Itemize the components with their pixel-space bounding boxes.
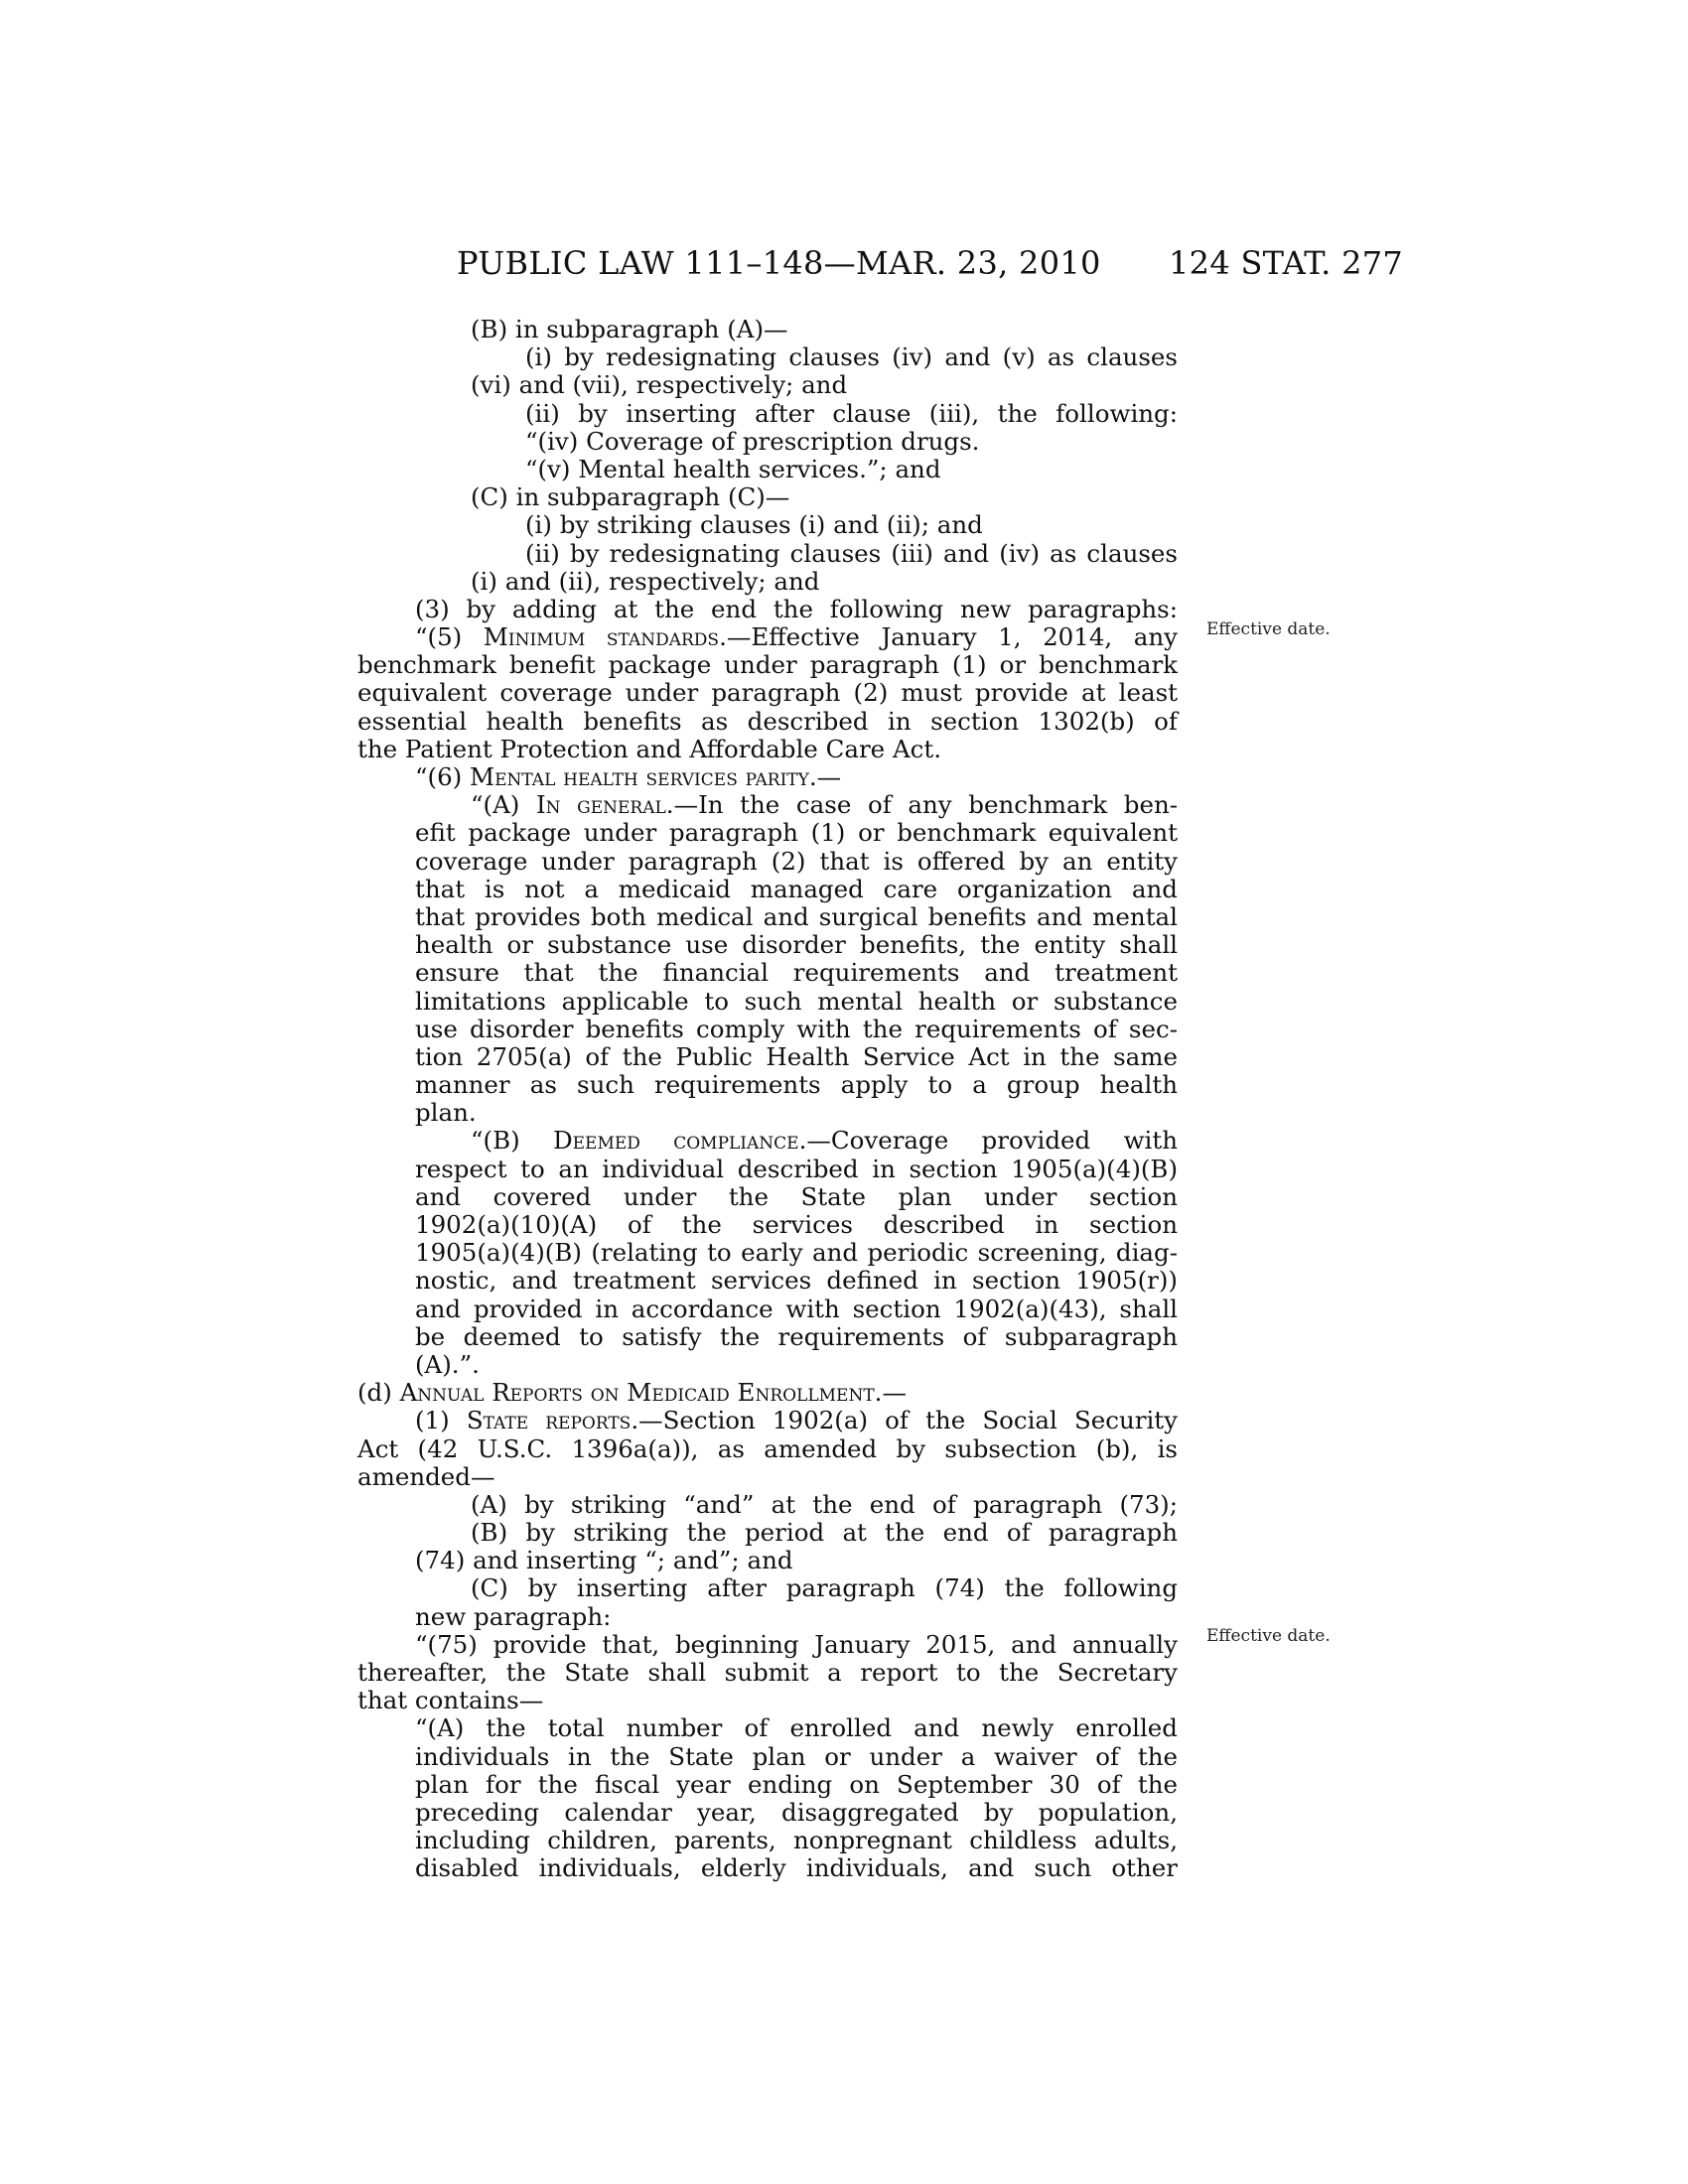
text-run: and covered under the State plan under section xyxy=(415,1181,1178,1211)
text-run: use disorder benefits comply with the requirements of sec- xyxy=(415,1014,1178,1043)
running-header-title: PUBLIC LAW 111–148—MAR. 23, 2010 xyxy=(457,244,1101,282)
text-run: “(B) xyxy=(471,1126,553,1156)
text-run: “(A) the total number of enrolled and newly enrolled xyxy=(415,1713,1178,1743)
text-line xyxy=(357,651,1178,679)
text-line xyxy=(357,568,1178,596)
text-line xyxy=(357,848,1178,876)
text-run: (d) xyxy=(357,1378,400,1408)
heading-smallcaps: Deemed compliance xyxy=(552,1126,799,1156)
text-line xyxy=(357,736,1178,763)
text-run: (B) in subparagraph (A)— xyxy=(471,315,788,343)
text-run: the Patient Protection and Affordable Care Act. xyxy=(357,734,941,763)
text-run: amended— xyxy=(357,1461,495,1491)
text-line xyxy=(357,1435,1178,1463)
text-line xyxy=(357,1659,1178,1687)
text-line xyxy=(357,1687,1178,1714)
text-line xyxy=(357,343,1178,371)
text-run: plan for the fiscal year ending on September 30 of the xyxy=(415,1769,1178,1799)
text-run: coverage under paragraph (2) that is offered by an entity xyxy=(415,846,1178,876)
text-line xyxy=(357,1323,1178,1351)
text-line xyxy=(357,1827,1178,1854)
text-run: disabled individuals, elderly individuals, and such other xyxy=(415,1853,1178,1883)
text-run: “(iv) Coverage of prescription drugs. xyxy=(525,426,980,456)
heading-smallcaps: Minimum standards xyxy=(483,622,720,652)
text-line xyxy=(357,1267,1178,1295)
text-run: .—In the case of any benchmark ben- xyxy=(665,790,1178,820)
text-run: 1902(a)(10)(A) of the services described in section xyxy=(415,1210,1178,1239)
text-run: (B) by striking the period at the end of paragraph xyxy=(471,1518,1178,1548)
text-run: “(A) xyxy=(471,790,536,820)
text-line xyxy=(357,623,1178,651)
text-run: .—Effective January 1, 2014, any xyxy=(719,622,1178,652)
text-line xyxy=(357,483,1178,511)
text-line xyxy=(357,1071,1178,1099)
text-run: (C) by inserting after paragraph (74) the following xyxy=(471,1573,1178,1603)
text-run: (i) by striking clauses (i) and (ii); and xyxy=(525,510,983,540)
text-run: 1905(a)(4)(B) (relating to early and periodic screening, diag- xyxy=(415,1238,1178,1268)
text-run: Act (42 U.S.C. 1396a(a)), as amended by subsection (b), is xyxy=(357,1433,1178,1463)
text-line xyxy=(357,596,1178,623)
text-run: manner as such requirements apply to a group health xyxy=(415,1070,1178,1100)
text-run: .—Coverage provided with xyxy=(798,1126,1178,1156)
text-line xyxy=(357,959,1178,987)
text-line xyxy=(357,1407,1178,1434)
text-run: individuals in the State plan or under a waiver of the xyxy=(415,1741,1178,1771)
text-line xyxy=(357,1099,1178,1127)
heading-smallcaps: State reports xyxy=(466,1406,632,1435)
text-run: “(5) xyxy=(415,622,484,652)
text-run: nostic, and treatment services defined in section 1905(r)) xyxy=(415,1266,1178,1296)
text-line xyxy=(357,371,1178,399)
text-line xyxy=(357,1743,1178,1771)
text-run: thereafter, the State shall submit a report to the Secretary xyxy=(357,1658,1178,1687)
text-line xyxy=(357,1603,1178,1631)
text-line xyxy=(357,316,1178,343)
text-line xyxy=(357,763,1178,791)
text-run: (74) and inserting “; and”; and xyxy=(415,1546,793,1575)
text-run: benchmark benefit package under paragraph (1) or benchmark xyxy=(357,650,1178,680)
text-run: (C) in subparagraph (C)— xyxy=(471,482,790,512)
text-run: (i) and (ii), respectively; and xyxy=(471,566,820,596)
text-run: plan. xyxy=(415,1098,477,1128)
text-run: (i) by redesignating clauses (iv) and (v) as clauses xyxy=(525,342,1178,372)
text-line xyxy=(357,1156,1178,1183)
heading-smallcaps: Annual Reports on Medicaid Enrollment xyxy=(399,1378,875,1408)
text-run: .—Section 1902(a) of the Social Security xyxy=(631,1406,1178,1435)
text-run: be deemed to satisfy the requirements of subparagraph xyxy=(415,1321,1178,1351)
text-run: “(6) xyxy=(415,762,471,791)
text-run: .— xyxy=(874,1378,907,1408)
text-line xyxy=(357,1211,1178,1239)
text-line xyxy=(357,1127,1178,1155)
text-line xyxy=(357,1183,1178,1211)
text-run: (ii) by redesignating clauses (iii) and (iv) as clauses xyxy=(525,538,1178,568)
text-line xyxy=(357,876,1178,903)
heading-smallcaps: Mental health services parity xyxy=(470,762,809,791)
text-line xyxy=(357,708,1178,736)
text-line xyxy=(357,1491,1178,1519)
text-run: limitations applicable to such mental health or substance xyxy=(415,986,1178,1016)
text-run: that is not a medicaid managed care organization and xyxy=(415,874,1178,903)
text-run: tion 2705(a) of the Public Health Service Act in the same xyxy=(415,1041,1178,1071)
text-run: (1) xyxy=(415,1406,467,1435)
text-run: including children, parents, nonpregnant childless adults, xyxy=(415,1826,1178,1855)
text-run: .— xyxy=(808,762,842,791)
text-line xyxy=(357,1771,1178,1799)
text-line xyxy=(357,903,1178,931)
text-run: “(75) provide that, beginning January 2015, and annually xyxy=(415,1629,1178,1659)
margin-note-effective-date: Effective date. xyxy=(1206,1626,1331,1646)
text-run: (vi) and (vii), respectively; and xyxy=(471,370,848,400)
text-line xyxy=(357,1016,1178,1043)
text-line xyxy=(357,1631,1178,1659)
text-run: respect to an individual described in section 1905(a)(4)(B) xyxy=(415,1154,1178,1183)
text-line xyxy=(357,1574,1178,1602)
text-line xyxy=(357,1239,1178,1267)
text-run: (ii) by inserting after clause (iii), the following: xyxy=(525,398,1178,428)
text-line xyxy=(357,819,1178,847)
text-run: “(v) Mental health services.”; and xyxy=(525,454,941,483)
text-line xyxy=(357,456,1178,483)
running-header-stat-page: 124 STAT. 277 xyxy=(1169,244,1404,282)
text-run: (A).”. xyxy=(415,1349,480,1379)
text-line xyxy=(357,1296,1178,1323)
text-line xyxy=(357,540,1178,568)
text-line xyxy=(357,988,1178,1016)
text-run: (A) by striking “and” at the end of paragraph (73); xyxy=(471,1489,1178,1519)
text-run: health or substance use disorder benefits, the entity shall xyxy=(415,930,1178,960)
text-line xyxy=(357,511,1178,539)
text-run: equivalent coverage under paragraph (2) must provide at least xyxy=(357,678,1178,708)
text-run: ensure that the financial requirements and treatment xyxy=(415,958,1178,988)
text-run: efit package under paragraph (1) or benchmark equivalent xyxy=(415,818,1178,848)
text-run: that provides both medical and surgical benefits and mental xyxy=(415,901,1178,931)
text-line xyxy=(357,1714,1178,1742)
heading-smallcaps: In general xyxy=(535,790,666,820)
text-run: essential health benefits as described in section 1302(b) of xyxy=(357,706,1178,736)
text-line xyxy=(357,1351,1178,1379)
text-run: new paragraph: xyxy=(415,1601,612,1631)
document-body xyxy=(357,316,1178,1883)
text-run: (3) by adding at the end the following new paragraphs: xyxy=(415,594,1178,623)
text-line xyxy=(357,1799,1178,1827)
text-run: that contains— xyxy=(357,1686,544,1715)
text-line xyxy=(357,679,1178,707)
text-line xyxy=(357,1043,1178,1071)
text-line xyxy=(357,931,1178,959)
text-line xyxy=(357,400,1178,428)
text-line xyxy=(357,1379,1178,1407)
text-run: preceding calendar year, disaggregated by population, xyxy=(415,1797,1178,1827)
margin-note-effective-date: Effective date. xyxy=(1206,619,1331,639)
text-line xyxy=(357,1519,1178,1547)
text-run: and provided in accordance with section 1902(a)(43), shall xyxy=(415,1294,1178,1323)
text-line xyxy=(357,1463,1178,1491)
text-line xyxy=(357,1547,1178,1574)
text-line xyxy=(357,791,1178,819)
text-line xyxy=(357,1854,1178,1882)
text-line xyxy=(357,428,1178,456)
